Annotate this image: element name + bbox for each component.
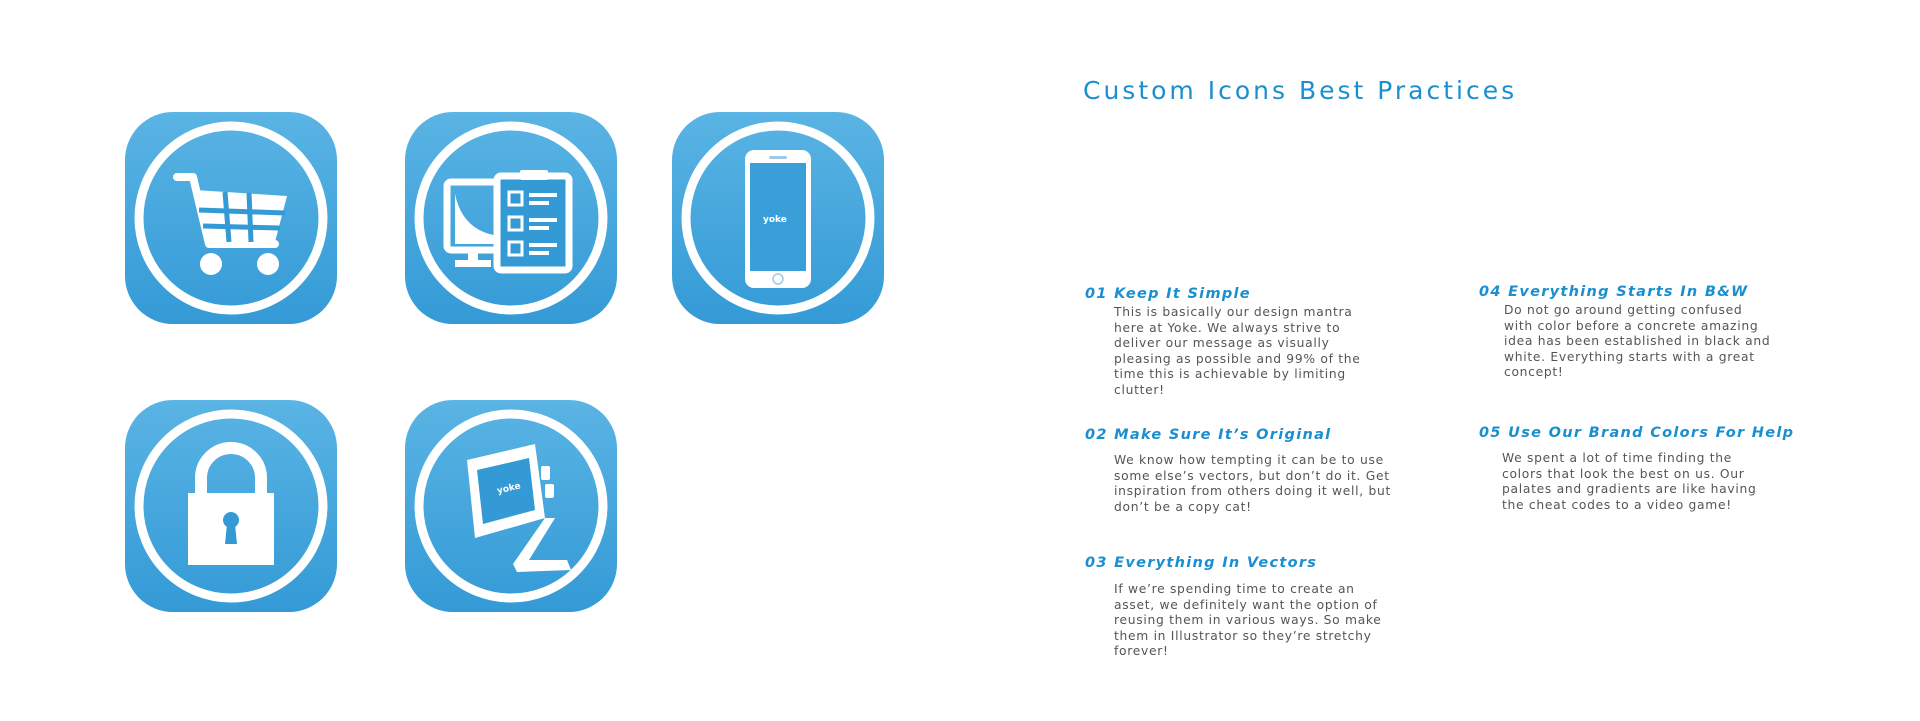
practice-item-keep-simple (1085, 286, 1385, 398)
checklist-monitor-icon (405, 112, 617, 324)
practice-item-bw (1479, 284, 1799, 381)
page-title: Custom Icons Best Practices (1083, 76, 1518, 105)
practice-body: If we’re spending time to create an asset, we definitely want the option of reusing them in various ways. So make them in Illustrator so they’re stretchy forever! (1114, 582, 1382, 658)
smartphone-icon (672, 112, 884, 324)
practice-heading: 03 Everything In Vectors (1085, 555, 1318, 571)
practice-item-brand-colors (1479, 425, 1819, 513)
practice-body: We spent a lot of time finding the colors that look the best on us. Our palates and gradients are like having the cheat codes to a video game! (1502, 451, 1757, 512)
practice-body: This is basically our design mantra here at Yoke. We always strive to deliver our message as visually pleasing as possible and 99% of the time this is achievable by limiting clutter! (1114, 305, 1361, 397)
practice-body: We know how tempting it can be to use some else’s vectors, but don’t do it. Get inspiration from others doing it well, but don’t be a copy cat! (1114, 453, 1391, 514)
practice-heading: 01 Keep It Simple (1085, 286, 1251, 302)
yoke-logo: yoke (763, 215, 787, 225)
yoke-logo: yoke (496, 481, 522, 497)
practice-item-original (1085, 427, 1405, 515)
practice-heading: 02 Make Sure It’s Original (1085, 427, 1332, 443)
shopping-cart-icon (125, 112, 337, 324)
padlock-icon (125, 400, 337, 612)
pos-terminal-icon (405, 400, 617, 612)
practice-heading: 04 Everything Starts In B&W (1479, 284, 1749, 300)
practice-heading: 05 Use Our Brand Colors For Help (1479, 425, 1795, 441)
practice-item-vectors (1085, 555, 1405, 660)
practice-body: Do not go around getting confused with color before a concrete amazing idea has been established in black and white. Everything starts with a great concept! (1504, 303, 1771, 379)
